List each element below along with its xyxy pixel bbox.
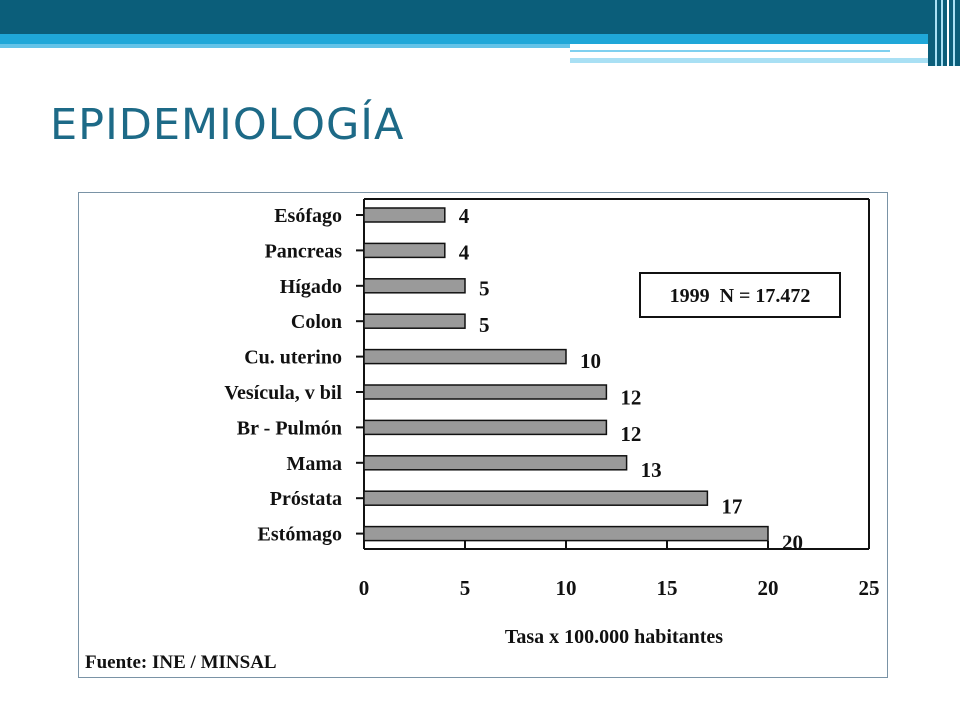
category-label: Estómago <box>257 523 342 546</box>
value-label: 4 <box>458 204 470 228</box>
bar <box>364 420 606 434</box>
chart-frame <box>78 192 888 678</box>
y-axis <box>224 205 364 546</box>
annotation-box <box>640 273 840 317</box>
category-label: Cu. uterino <box>244 346 342 369</box>
bar <box>364 243 445 257</box>
value-label: 13 <box>640 458 662 483</box>
page-title: EPIDEMIOLOGÍA <box>50 100 405 150</box>
bar <box>364 279 465 293</box>
x-tick-label: 25 <box>858 576 880 600</box>
value-label: 5 <box>479 276 490 301</box>
header-band <box>0 0 960 34</box>
value-label: 17 <box>721 494 743 519</box>
x-tick-label: 0 <box>358 576 370 600</box>
x-tick-label: 10 <box>555 576 577 600</box>
value-label: 5 <box>479 312 490 337</box>
bar <box>364 491 707 505</box>
header-sub-band <box>0 34 960 44</box>
value-label: 20 <box>782 530 803 555</box>
bar <box>364 385 606 399</box>
category-label: Br - Pulmón <box>236 417 342 440</box>
category-label: Esófago <box>274 205 342 227</box>
x-tick-label: 5 <box>459 576 471 600</box>
bar-chart <box>79 193 887 677</box>
header-accent-line-lower <box>570 58 960 63</box>
bar <box>364 314 465 328</box>
category-label: Vesícula, v bil <box>224 382 342 404</box>
category-label: Colon <box>290 311 342 334</box>
category-label: Hígado <box>279 275 342 298</box>
source-note: Fuente: INE / MINSAL <box>85 652 277 673</box>
x-tick-label: 15 <box>656 576 678 600</box>
annotation-text: 1999 N = 17.472 <box>669 285 811 307</box>
bar <box>364 456 627 470</box>
category-label: Mama <box>286 452 342 475</box>
header-accent-band <box>0 44 570 48</box>
value-label: 10 <box>580 349 601 374</box>
category-label: Próstata <box>269 488 342 511</box>
x-tick-label: 20 <box>757 576 779 600</box>
value-label: 4 <box>458 240 470 265</box>
x-axis-title: Tasa x 100.000 habitantes <box>504 626 724 648</box>
bar <box>364 350 566 364</box>
value-label: 12 <box>620 385 642 410</box>
bar <box>364 527 768 541</box>
value-label: 12 <box>620 421 642 446</box>
header-accent-line <box>570 50 890 52</box>
category-label: Pancreas <box>264 240 342 263</box>
bar <box>364 208 445 222</box>
corner-decoration <box>928 0 960 66</box>
bars <box>364 204 803 555</box>
